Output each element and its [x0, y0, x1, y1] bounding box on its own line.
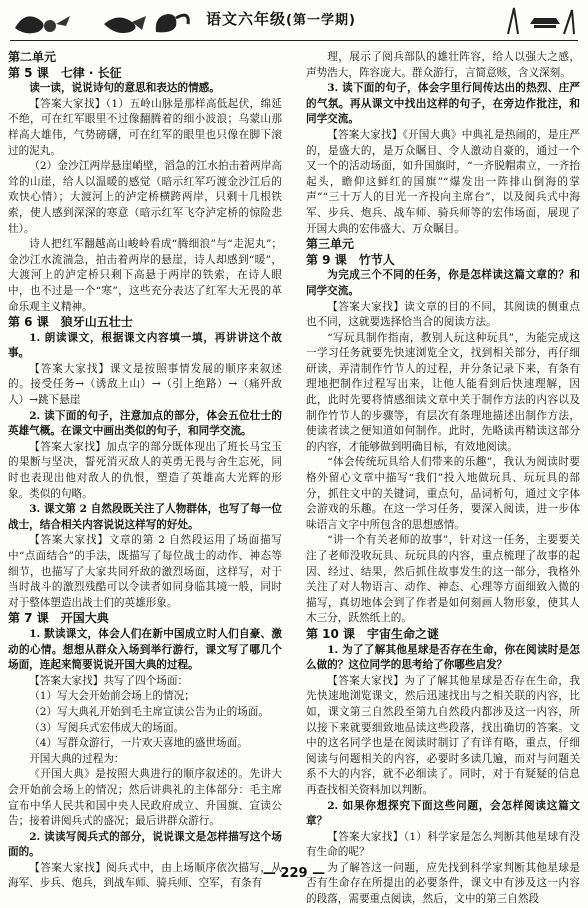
paragraph: （2）写大典礼开始到毛主席宣读公告为止的场面。 [29, 705, 269, 718]
paragraph: “讲一个有关老师的故事”，针对这一任务，主要要关注了老师没收玩具、玩玩具的内容，重点梳理了故事的起因、经过、结果，然后抓住故事发生的这一部分，我格外关注了对人物语言、动作、神态、心理等方面细致入微的描写，真切地体会到了作者是如何刻画人物形象，使其人木三分，跃然纸上的。 [306, 534, 580, 625]
unit-heading: 第三单元 [306, 237, 355, 252]
lesson-heading: 第 9 课 竹节人 [306, 252, 395, 267]
ink-bird-icon [10, 6, 80, 36]
lesson-heading: 第 10 课 宇宙生命之谜 [306, 626, 440, 641]
question: 为完成三个不同的任务，你是怎样读这篇文章的？和同学交流。 [306, 269, 580, 297]
paragraph: 【答案大家找】共写了四个场面： [29, 674, 189, 687]
ink-squirrel-icon [150, 8, 194, 36]
paragraph: 【答案大家找】读文章的目的不同，其阅读的侧重点也不同，这就要选择恰当合的阅读方法。 [306, 300, 580, 329]
paragraph: 【答案大家找】（1）五岭山脉是那样高低起伏，绵延不绝，可在红军眼里不过像翻腾着的细小波浪；乌蒙山那样高大雄伟，气势磅礴，可在红军的眼里也只像在脚下滚过的泥丸。 [8, 97, 282, 157]
page-title: 语文六年级(第一学期) [206, 10, 356, 28]
paragraph: 【答案大家找】（1）科学家是怎么判断其他星球有没有生命的呢？ [306, 830, 580, 859]
question: 2. 读下面的句子，注意加点的部分，体会五位壮士的英雄气概。在课文中画出类似的句子，和同学交流。 [8, 409, 282, 438]
ink-landscape-icon [500, 4, 580, 38]
paragraph: 开国大典的过程为： [29, 752, 125, 765]
question: 3. 读下面的句子，体会字里行间传达出的热烈、庄严的气氛。再从课文中找出这样的句子，在旁边作批注，和同学交流。 [306, 82, 580, 126]
paragraph: （1）写大会开始前会场上的情况； [29, 690, 195, 703]
paragraph: 【答案大家找】《开国大典》中典礼是热闹的，是庄严的，是盛大的，是万众瞩目、令人激动自豪的，通过一个又一个的活动场面，如升国旗时，“一齐脱帽肃立，一齐抬起头，瞻仰这鲜红的国旗”“爆发出一阵排山倒海的掌声”“三十万人的目光一齐投向主席台”，以及阅兵式中海军、步兵、炮兵、战车师、骑兵师等的宏伟场面，展现了开国大典的宏伟盛大、万众瞩目。 [306, 128, 580, 235]
question: 读一读，说说诗句的意思和表达的情感。 [29, 82, 220, 95]
paragraph: （2）金沙江两岸悬崖峭壁，滔急的江水拍击着两岸高耸的山崖，给人以温暖的感觉（暗示红军巧渡金沙江后的欢快心情）；大渡河上的泸定桥横跨两岸，只剩十几根铁索，使人感到深深的寒意（暗示红军飞夺泸定桥的惊险悲壮）。 [8, 160, 282, 235]
paragraph: 为了解答这一问题，应先找到科学家判断其他星球是否有生命存在所提出的必要条件，课文中有涉及这一内容的段落，需要重点阅读，然后，文中的第三自然段 [306, 861, 580, 906]
header-rule [10, 40, 578, 41]
question: 1. 朗读课文，根据课文内容填一填，再讲讲这个故事。 [8, 331, 282, 360]
paragraph: 【答案大家找】为了了解其他星球是否存在生命，我先快速地浏览课文，然后迅速找出与之相关联的内容，比如，课文第三自然段至第九自然段内都涉及这一内容，所以接下来就要细致地品读这些段落，找出确切的答案。文中的这名同学也是在阅读时制订了有详有略，重点，仔细阅读与问题相关的内容，必要时多读几遍，而对与问题关系不大的内容，就不必细读了。同时，对于有疑疑的信息再查找相关资料加以判断。 [306, 674, 580, 796]
question: 1. 默读课文，体会人们在新中国成立时人们自豪、激动的心情。想想从群众入场到举行游行，课文写了哪几个场面，连起来简要说说开国大典的过程。 [8, 627, 282, 672]
lesson-heading: 第 5 课 七律 · 长征 [8, 65, 122, 80]
paragraph: 【答案大家找】课文是按照事情发展的顺序来叙述的。接受任务→（诱敌上山）→（引上绝路）→（痛歼敌人）→跳下悬崖 [8, 362, 282, 407]
unit-heading: 第二单元 [8, 50, 57, 64]
right-column [306, 50, 580, 908]
paragraph: 《开国大典》是按照大典进行的顺序叙述的。先讲大会开始前会场上的情况；然后讲典礼的主体部分：毛主席宣布中华人民共和国中央人民政府成立、升国旗、宣读公告；接着讲阅兵式的盛况；最后讲群众游行。 [8, 768, 282, 828]
question: 3. 课文第 2 自然段既关注了人物群体，也写了每一位战士，结合相关内容说说这样写的好处。 [8, 503, 282, 531]
paragraph: “写玩具制作指南，教别人玩这种玩具”，为能完成这一学习任务就要先快速浏览全文，找到相关部分，再仔细研读，弄清制作竹节人的过程，并分条记录下来，有条有理地把制作过程写出来，让他人能看到后快速理解，因此，此时先要将情感细读文章中关于制作方法的内容以及制作竹节人的步骤等，有层次有条理地描述出制作方法，使读者读之便知道如何制作。此时，先略读再精读这部分的内容，才能够做到明确目标，有效地阅读。 [306, 331, 580, 453]
paragraph: “体会传统玩具给人们带来的乐趣”，我认为阅读时要格外留心文章中描写“我们”投入地做玩具、玩玩具的部分，抓住文中的关键词，重点句，品词析句，通过文字体会游戏的乐趣。在这一学习任务，要深入阅读，进一步体味语言文字中所包含的思想感情。 [306, 456, 580, 531]
page-number: — 229 — [262, 866, 326, 881]
paragraph: 【答案大家找】文章的第 2 自然段运用了场面描写中“点面结合”的手法，既描写了每位战士的动作、神态等细节，也描写了大家共同歼敌的激烈场面，这样写，对于当时战斗的激烈残酷可以令读者如同身临其境一般，同时对于整体塑造出战士们的英雄形象。 [8, 534, 282, 609]
paragraph: 诗人把红军翻越高山峻岭看成“腾细浪”与“走泥丸”；金沙江水流湍急，拍击着两岸的悬崖，诗人却感到“暖”，大渡河上的泸定桥只剩下高悬于两岸的铁索，在诗人眼中，也不过是一个“寒”，这些充分表达了红军大无畏的革命乐观主义精神。 [8, 238, 282, 313]
paragraph: 【答案大家找】加点字的部分既体现出了班长马宝玉的果断与坚决，誓死消灭敌人的英勇无畏与舍生忘死，同时也表现出他对敌人的仇恨，塑造了英雄高大光辉的形象。类似的句略。 [8, 440, 282, 500]
ink-fish-icon [100, 10, 150, 36]
lesson-heading: 第 6 课 狼牙山五壮士 [8, 315, 133, 330]
paragraph: 【答案大家找】阅兵式中，由上场顺序依次描写，从海军、步兵、炮兵，到战车师、骑兵师、空军，有条有 [8, 861, 282, 890]
left-column [8, 50, 282, 892]
question: 1. 为了了解其他星球是否存在生命，你在阅读时是怎么做的？这位同学的思考给了你哪些启发？ [306, 643, 580, 672]
paragraph: （4）写群众游行，一片欢天喜地的盛世场面。 [29, 737, 248, 750]
question: 2. 如果你想探究下面这些问题，会怎样阅读这篇文章？ [306, 799, 580, 828]
paragraph: （3）写阅兵式宏伟成大的场面。 [29, 721, 185, 734]
paragraph: 理，展示了阅兵部队的雄壮阵容，给人以强大之感，声势浩大，阵容庞大。群众游行，言简意赅，含义深刻。 [306, 51, 580, 79]
lesson-heading: 第 7 课 开国大典 [8, 611, 109, 626]
page-header [0, 0, 588, 46]
question: 2. 读读写阅兵式的部分，说说课文是怎样描写这个场面的。 [8, 830, 282, 859]
